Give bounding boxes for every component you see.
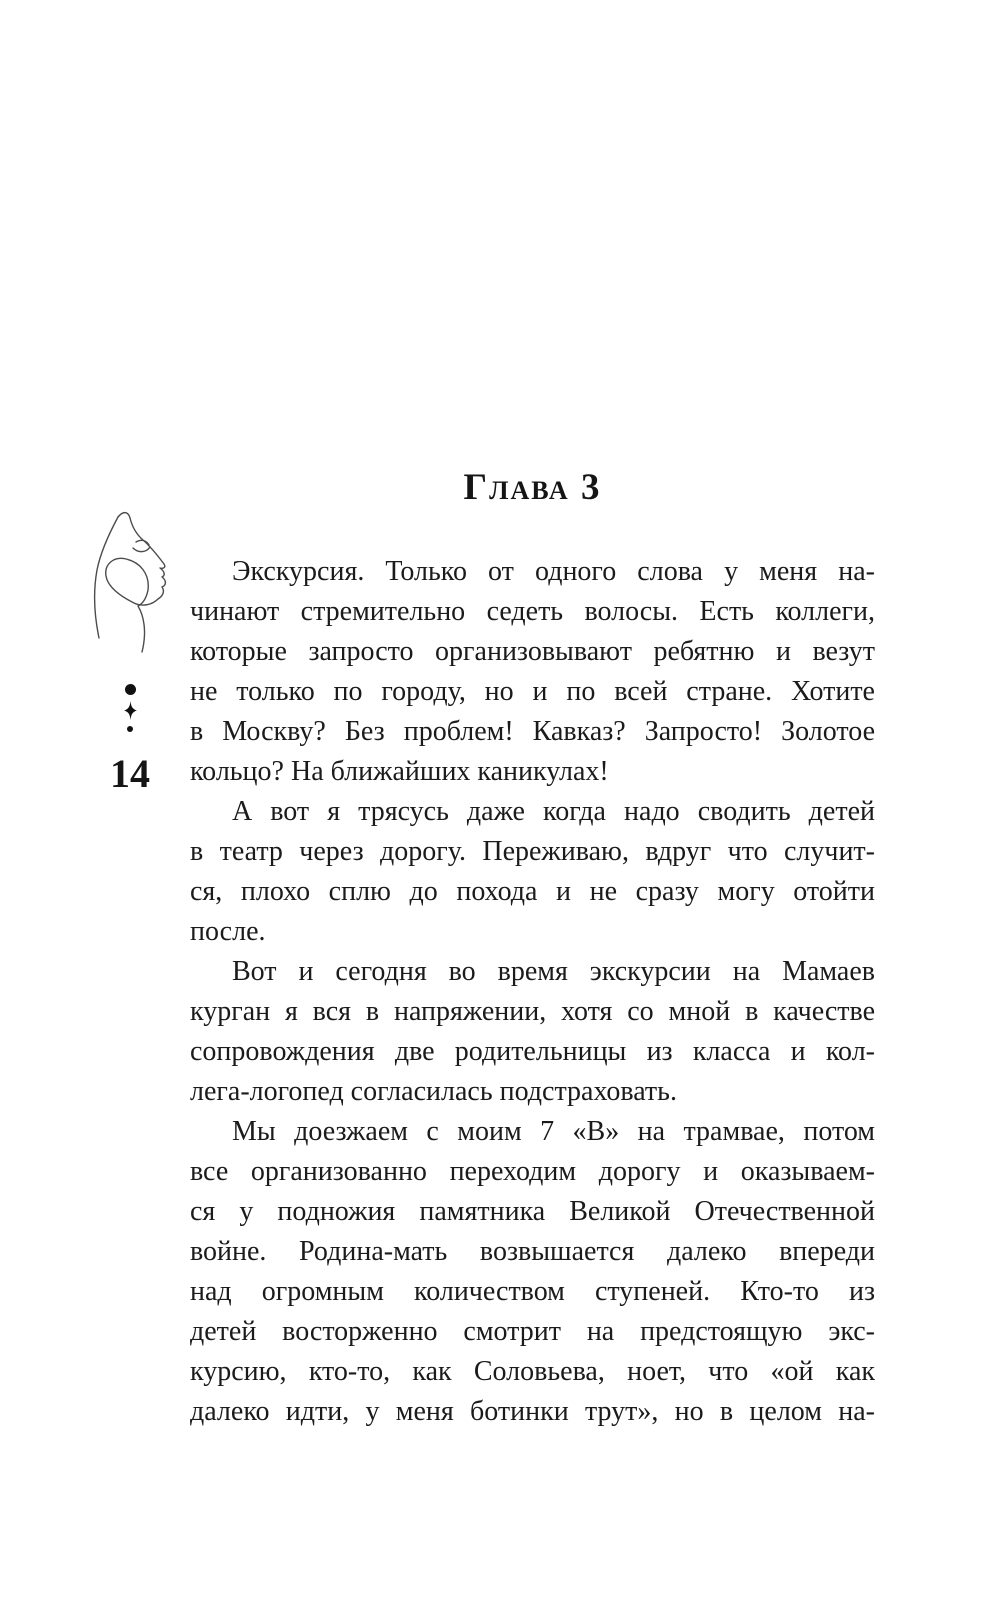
text-line: в Москву? Без проблем! Кавказ? Запросто! Золотое (190, 716, 875, 747)
page-number: 14 (110, 751, 150, 796)
face-profile-line (106, 513, 166, 652)
text-line: не только по городу, но и по всей стране. Хотите (190, 676, 875, 707)
sparkle-icon (124, 701, 137, 720)
face-eye (133, 540, 150, 551)
text-line: Мы доезжаем с моим 7 «В» на трамвае, потом (232, 1116, 875, 1147)
face-line-art-illustration (86, 508, 174, 656)
text-line: далеко идти, у меня ботинки трут», но в целом на- (190, 1396, 875, 1427)
text-line: детей восторженно смотрит на предстоящую экс- (190, 1316, 875, 1347)
ornament-dots (110, 684, 150, 732)
text-line: курган я вся в напряжении, хотя со мной в качестве (190, 996, 875, 1027)
text-line: ся, плохо сплю до похода и не сразу могу отойти (190, 876, 875, 907)
text-line: А вот я трясусь даже когда надо сводить детей (232, 796, 875, 827)
text-line: над огромным количеством ступеней. Кто-то из (190, 1276, 875, 1307)
text-line: войне. Родина-мать возвышается далеко впереди (190, 1236, 875, 1267)
small-dot-icon (127, 726, 133, 732)
text-line: лега-логопед согласилась подстраховать. (190, 1076, 677, 1107)
text-line: ся у подножия памятника Великой Отечественной (190, 1196, 875, 1227)
text-line: которые запросто организовывают ребятню и везут (190, 636, 875, 667)
text-line: в театр через дорогу. Переживаю, вдруг что случит- (190, 836, 875, 867)
body-text (190, 552, 875, 1432)
text-line: после. (190, 916, 266, 947)
text-line: сопровождения две родительницы из класса и кол- (190, 1036, 875, 1067)
text-line: кольцо? На ближайших каникулах! (190, 756, 609, 787)
text-line: курсию, кто-то, как Соловьева, ноет, что «ой как (190, 1356, 875, 1387)
text-line: Вот и сегодня во время экскурсии на Мамаев (232, 956, 875, 987)
chapter-title: Глава 3 (463, 467, 602, 508)
text-line: чинают стремительно седеть волосы. Есть коллеги, (190, 596, 875, 627)
text-line: все организованно переходим дорогу и оказываем- (190, 1156, 875, 1187)
text-line: Экскурсия. Только от одного слова у меня на- (232, 556, 875, 587)
large-dot-icon (125, 684, 136, 695)
